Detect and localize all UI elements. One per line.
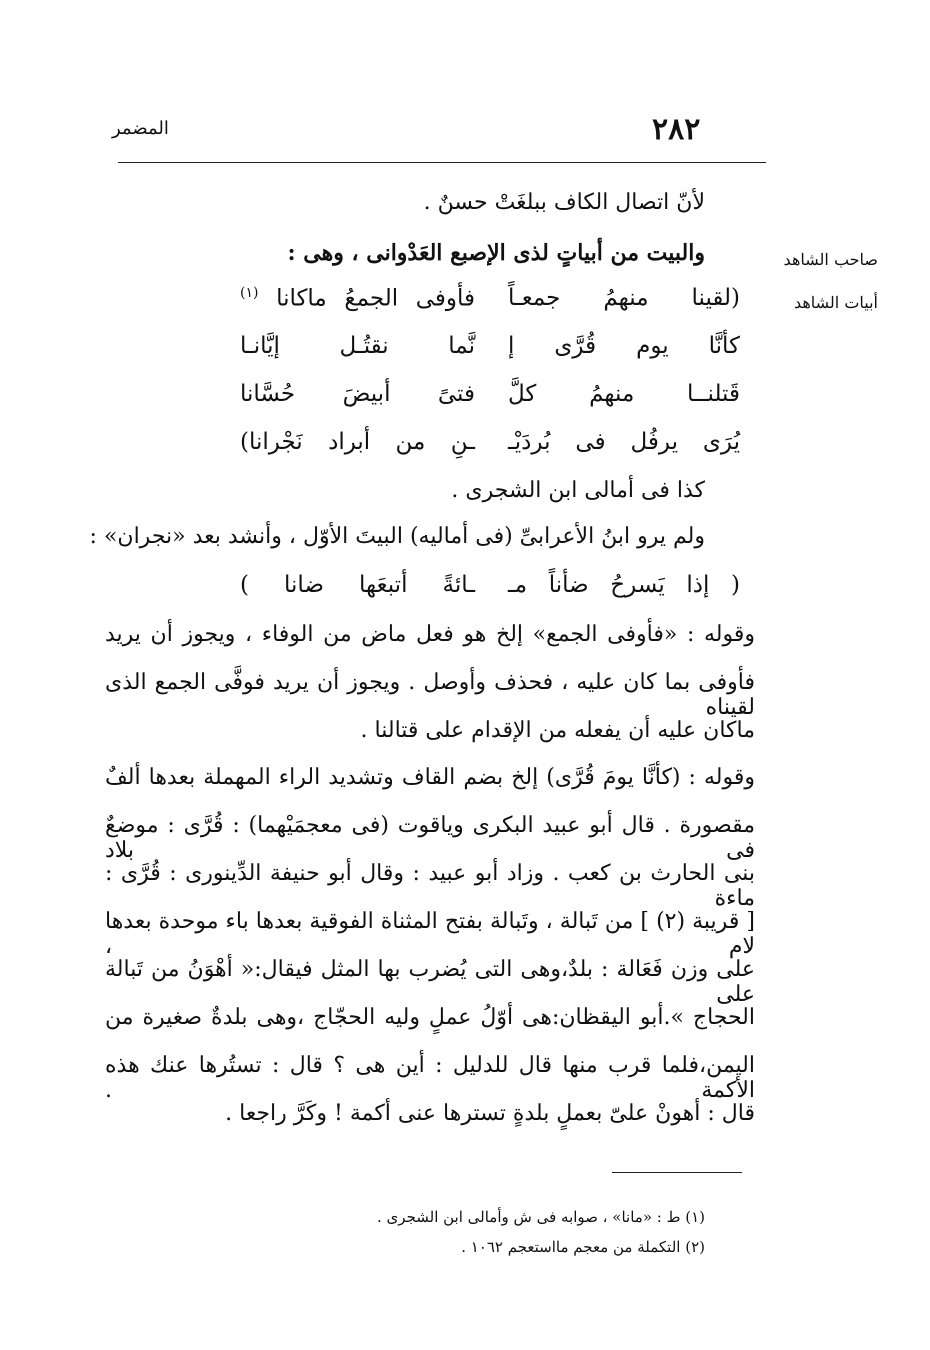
paragraph-line: وقوله : «فأوفى الجمع» إلخ هو فعل ماض من الوفاء ، ويجوز أن يريد (105, 622, 755, 647)
verse-first-hemistich: يُرَى يرفُل فى بُردَيْـ (508, 429, 740, 455)
footnote: (١) ط : «مانا» ، صوابه فى ش وأمالى ابن الشجرى . (377, 1208, 705, 1226)
verse-line (240, 381, 740, 425)
verse-first-hemistich: ( إذا يَسرحُ ضأناً مـ (508, 572, 740, 598)
running-head: المضمر (112, 118, 169, 139)
paragraph-line: اليمن،فلما قرب منها قال للدليل : أين هى ؟ قال : تستُرها عنك هذه الأكمة . (105, 1053, 755, 1103)
verse-second-hemistich: فتىً أبيضَ حُسَّانا (240, 381, 475, 407)
paragraph-line: بنى الحارث بن كعب . وزاد أبو عبيد : وقال أبو حنيفة الدِّينورى : قُرَّى : ماءة (105, 861, 755, 911)
verse-line (240, 333, 740, 377)
body-line: ولم يرو ابنُ الأعرابىِّ (فى أماليه) البيتَ الأوّل ، وأنشد بعد «نجران» : (89, 524, 705, 549)
verse-line (240, 572, 740, 616)
verse-second-hemistich (240, 285, 475, 312)
page-number: ٢٨٢ (652, 112, 701, 147)
verse-line (240, 285, 740, 329)
paragraph-line: [ قريبة (٢) ] من تَبالة ، وتَبالة بفتح المثناة الفوقية بعدها باء موحدة بعدها لام ، (105, 909, 755, 959)
paragraph-line: مقصورة . قال أبو عبيد البكرى وياقوت (فى معجمَيْهما) : قُرَّى : موضعٌ فى بلاد (105, 813, 755, 863)
verse-first-hemistich: كأنَّا يوم قُرَّى إ (508, 333, 740, 359)
verse-second-hemistich: نَّما نقتُـل إيَّانـا (240, 333, 475, 359)
footnote: (٢) التكملة من معجم مااستعجم ١٠٦٢ . (461, 1238, 705, 1256)
header-rule (118, 162, 766, 163)
intro-line: والبيت من أبياتٍ لذى الإصبع العَدْوانى ، وهى : (287, 240, 705, 266)
paragraph-line: فأوفى بما كان عليه ، فحذف وأوصل . ويجوز أن يريد فوفَّى الجمع الذى لقيناه (105, 670, 755, 720)
footnote-ref: (١) (240, 285, 259, 301)
footnote-rule (612, 1172, 742, 1173)
verse-text: فأوفى الجمعُ ماكانا (276, 285, 475, 312)
margin-note-verses: أبيات الشاهد (793, 293, 878, 312)
verse-line (240, 429, 740, 473)
intro-line: لأنّ اتصال الكاف ببلغَتْ حسنٌ . (423, 190, 705, 215)
verse-first-hemistich: قَتلنــا منهمُ كلَّ (508, 381, 740, 407)
verse-first-hemistich: (لقينا منهمُ جمعـاً (508, 285, 740, 311)
paragraph-line: وقوله : (كأنَّا يومَ قُرَّى) إلخ بضم القاف وتشديد الراء المهملة بعدها ألفٌ (105, 765, 755, 790)
body-line: كذا فى أمالى ابن الشجرى . (451, 478, 705, 503)
verse-second-hemistich: ـنِ من أبراد نَجْرانا) (240, 429, 475, 455)
verse-second-hemistich: ـائةً أتبعَها ضانا ) (240, 572, 475, 598)
paragraph-line: الحجاج ».أبو اليقظان:هى أوّلُ عملٍ وليه الحجّاج ،وهى بلدةٌ صغيرة من (105, 1005, 755, 1030)
paragraph-line: ماكان عليه أن يفعله من الإقدام على قتالنا . (360, 718, 755, 743)
paragraph-line: قال : أهونْ علىّ بعملٍ بلدةٍ تسترها عنى أكمة ! وكَرَّ راجعا . (225, 1101, 755, 1126)
margin-note-poet: صاحب الشاهد (783, 250, 878, 269)
paragraph-line: على وزن فَعَالة : بلدٌ،وهى التى يُضرب بها المثل فيقال:« أهْوَنُ من تَبالة على (105, 957, 755, 1007)
